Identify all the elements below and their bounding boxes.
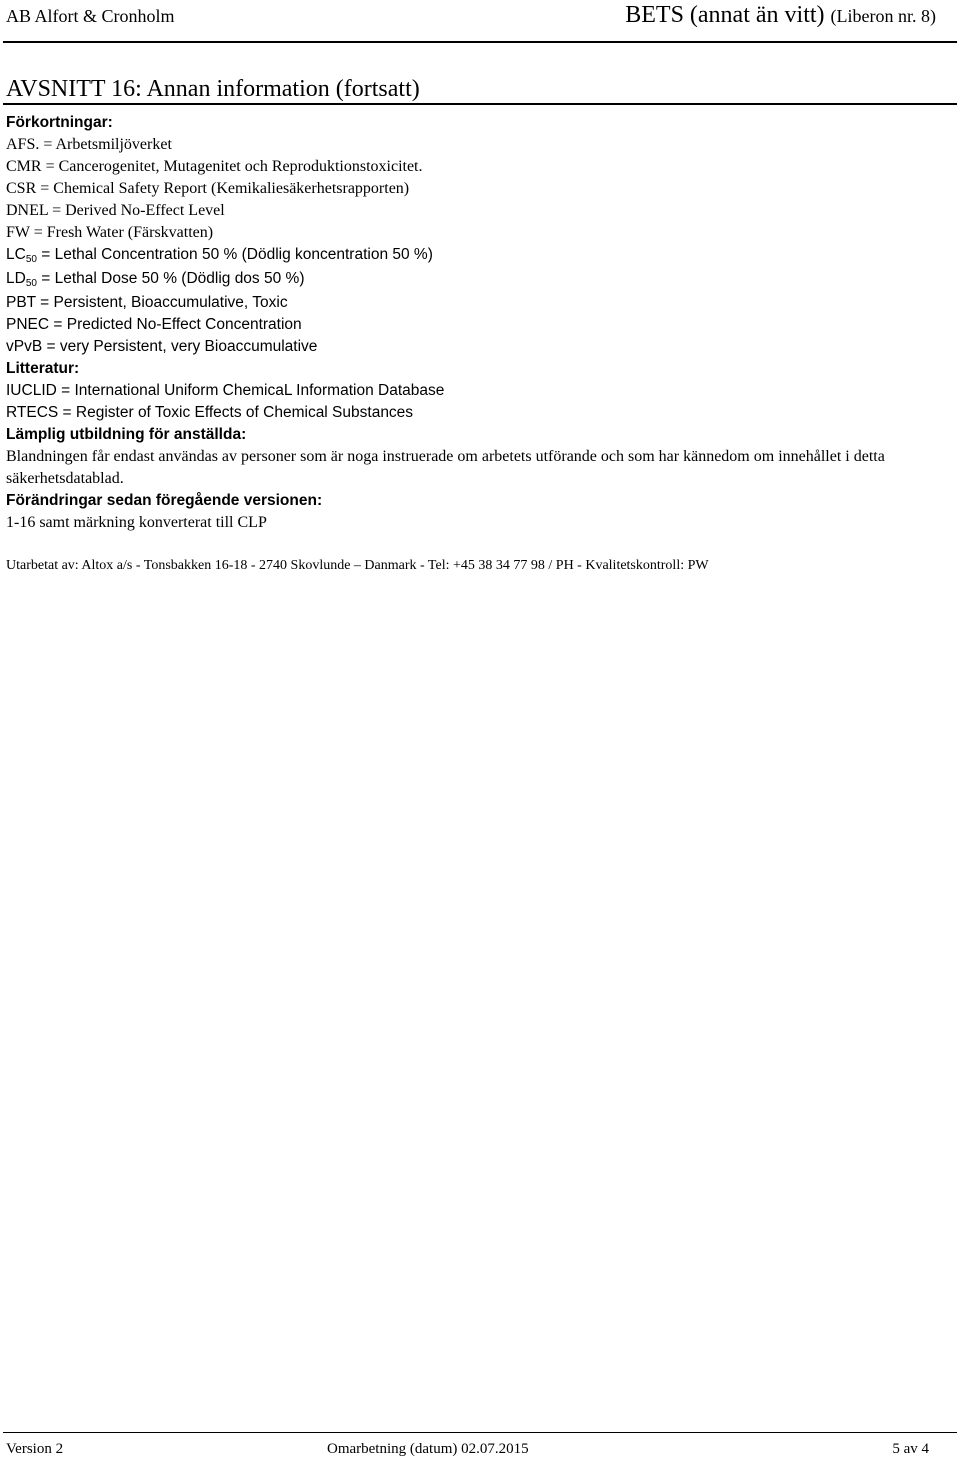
footer-divider [3,1432,957,1433]
literature-heading: Litteratur: [6,360,80,377]
prepared-by: Utarbetat av: Altox a/s - Tonsbakken 16-18 - 2740 Skovlunde – Danmark - Tel: +45 38 34 77 98 / PH - Kvalitetskontroll: PW [6,558,709,573]
footer-revision-date: Omarbetning (datum) 02.07.2015 [327,1441,529,1457]
abbreviation-ld50 [6,268,951,292]
product-number: (Liberon nr. 8) [830,6,936,26]
ld50-subscript: 50 [25,278,37,289]
abbreviation-afs: AFS. = Arbetsmiljöverket [6,136,172,153]
abbreviations-heading: Förkortningar: [6,114,113,131]
abbreviation-pbt: PBT = Persistent, Bioaccumulative, Toxic [6,294,288,311]
abbreviation-dnel: DNEL = Derived No-Effect Level [6,202,225,219]
changes-heading: Förändringar sedan föregående versionen: [6,492,323,509]
literature-iuclid: IUCLID = International Uniform ChemicaL Information Database [6,382,445,399]
abbreviation-fw: FW = Fresh Water (Färskvatten) [6,224,214,241]
literature-rtecs: RTECS = Register of Toxic Effects of Chemical Substances [6,404,414,421]
section-title: AVSNITT 16: Annan information (fortsatt) [6,76,420,102]
product-title [625,1,936,30]
section-divider [3,103,957,105]
abbreviation-lc50 [6,244,951,268]
footer-page-number: 5 av 4 [892,1441,929,1457]
lc50-subscript: 50 [25,254,37,265]
training-text: Blandningen får endast användas av personer som är noga instruerade om arbetets utförande och som har kännedom om innehållet i detta säkerhetsdatablad. [6,448,885,487]
changes-text: 1-16 samt märkning konverterat till CLP [6,514,267,531]
abbreviation-cmr: CMR = Cancerogenitet, Mutagenitet och Reproduktionstoxicitet. [6,158,423,175]
abbreviation-pnec: PNEC = Predicted No-Effect Concentration [6,316,302,333]
footer-version: Version 2 [6,1441,64,1457]
lc50-text: = Lethal Concentration 50 % (Dödlig koncentration 50 %) [36,246,433,263]
training-heading: Lämplig utbildning för anställda: [6,426,247,443]
company-name: AB Alfort & Cronholm [6,6,175,26]
lc50-prefix: LC [6,246,26,263]
abbreviation-csr: CSR = Chemical Safety Report (Kemikaliesäkerhetsrapporten) [6,180,410,197]
ld50-prefix: LD [6,270,26,287]
product-name: BETS (annat än vitt) [625,2,825,28]
section-content [6,112,951,534]
ld50-text: = Lethal Dose 50 % (Dödlig dos 50 %) [36,270,305,287]
header-divider [3,41,957,43]
abbreviation-vpvb: vPvB = very Persistent, very Bioaccumulative [6,338,318,355]
